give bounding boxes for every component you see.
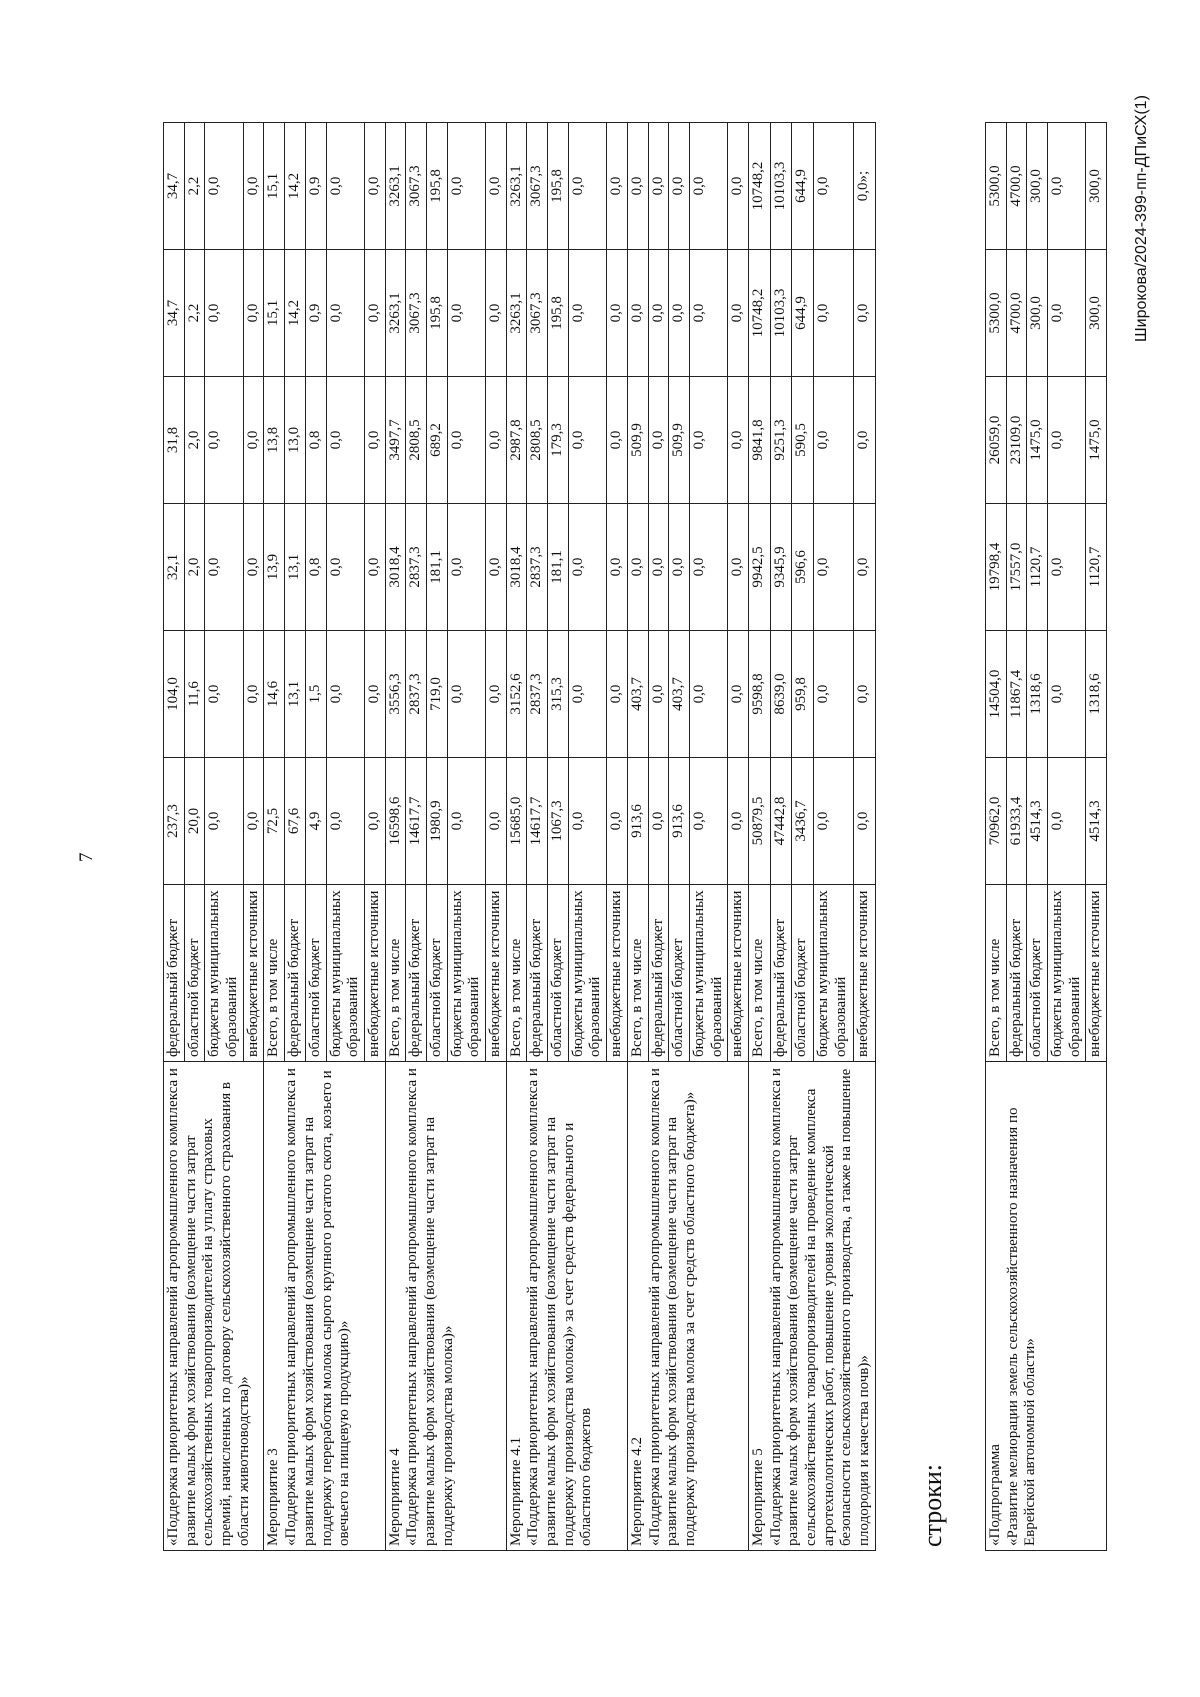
amount-cell: 4,9 xyxy=(305,758,326,885)
table-row xyxy=(748,123,770,1551)
amount-cell: 0,0 xyxy=(205,631,243,758)
description-line: «Поддержка приоритетных направлений агропромышленного комплекса и развитие малых форм хозяйствования (возмещение части затрат на поддержку производства молока за счет средств областного бюджета)» xyxy=(646,1068,698,1546)
amount-cell: 2,0 xyxy=(184,504,205,631)
amount-cell: 14,2 xyxy=(285,250,306,377)
amount-cell: 0,0 xyxy=(689,250,727,377)
amount-cell: 0,0 xyxy=(607,758,628,885)
amount-cell: 0,0 xyxy=(205,123,243,250)
amount-cell: 0,0 xyxy=(607,377,628,504)
amount-cell: 17557,0 xyxy=(1006,504,1027,631)
funding-source: федеральный бюджет xyxy=(1006,885,1027,1062)
amount-cell: 104,0 xyxy=(164,631,185,758)
amount-cell: 300,0 xyxy=(1027,250,1048,377)
amount-cell: 0,0 xyxy=(1048,504,1086,631)
amount-cell: 10748,2 xyxy=(748,123,770,250)
table-row xyxy=(986,123,1007,1551)
amount-cell: 0,0 xyxy=(486,377,507,504)
description-line: Мероприятие 5 xyxy=(749,1448,766,1546)
amount-cell: 959,8 xyxy=(792,631,814,758)
amount-cell: 2808,5 xyxy=(406,377,427,504)
amount-cell: 0,0 xyxy=(728,123,749,250)
amount-cell: 195,8 xyxy=(548,250,569,377)
amount-cell: 0,8 xyxy=(305,377,326,504)
amount-cell: 0,0 xyxy=(486,758,507,885)
amount-cell: 3263,1 xyxy=(506,123,527,250)
amount-cell: 181,1 xyxy=(426,504,447,631)
amount-cell: 0,0 xyxy=(689,631,727,758)
amount-cell: 0,0 xyxy=(854,377,876,504)
table-row xyxy=(264,123,285,1551)
amount-cell: 0,0 xyxy=(364,250,385,377)
amount-cell: 0,0 xyxy=(728,250,749,377)
amount-cell: 3067,3 xyxy=(406,123,427,250)
description-line: «Поддержка приоритетных направлений агропромышленного комплекса и развитие малых форм хозяйствования (возмещение части затрат на поддержку переработки молока сырого крупного рогатого скота, козьего и овечьего на пищевую продукцию)» xyxy=(283,1068,353,1546)
amount-cell: 689,2 xyxy=(426,377,447,504)
funding-source: бюджеты муниципальных образований xyxy=(1048,885,1086,1062)
funding-source: Всего, в том числе xyxy=(627,885,648,1062)
amount-cell: 0,0 xyxy=(205,377,243,504)
funding-source: федеральный бюджет xyxy=(406,885,427,1062)
amount-cell: 1067,3 xyxy=(548,758,569,885)
amount-cell: 70962,0 xyxy=(986,758,1007,885)
funding-source: федеральный бюджет xyxy=(527,885,548,1062)
description-line: «Поддержка приоритетных направлений агропромышленного комплекса и развитие малых форм хозяйствования (возмещение части затрат сельскохозяйственных товаропроизводителей на уплату страховых премий, начисленных по договору сельскохозяйственного страхования в области животноводства)» xyxy=(165,1068,252,1546)
funding-source: внебюджетные источники xyxy=(243,885,264,1062)
amount-cell: 300,0 xyxy=(1027,123,1048,250)
amount-cell: 0,0 xyxy=(486,250,507,377)
amount-cell: 9345,9 xyxy=(770,504,792,631)
amount-cell: 0,0 xyxy=(568,504,606,631)
table-row xyxy=(627,123,648,1551)
amount-cell: 3263,1 xyxy=(385,250,406,377)
amount-cell: 0,0 xyxy=(813,377,853,504)
amount-cell: 179,3 xyxy=(548,377,569,504)
amount-cell: 0,0 xyxy=(728,377,749,504)
amount-cell: 8639,0 xyxy=(770,631,792,758)
amount-cell: 61933,4 xyxy=(1006,758,1027,885)
amount-cell: 0,0 xyxy=(813,758,853,885)
amount-cell: 0,0 xyxy=(854,758,876,885)
amount-cell: 2,2 xyxy=(184,123,205,250)
amount-cell: 0,0 xyxy=(728,504,749,631)
description-line: «Поддержка приоритетных направлений агропромышленного комплекса и развитие малых форм хозяйствования (возмещение части затрат сельскохозяйственных товаропроизводителей на проведение комплекса агротехнологических работ, повышение уровня экологической безопасности сельскохозяйственного производства, а также на повышение плодородия и качества почв)» xyxy=(767,1068,873,1546)
amount-cell: 13,0 xyxy=(285,377,306,504)
page-number: 7 xyxy=(76,852,97,862)
amount-cell: 0,0 xyxy=(486,631,507,758)
table-row xyxy=(385,123,406,1551)
amount-cell: 644,9 xyxy=(792,250,814,377)
amount-cell: 3497,7 xyxy=(385,377,406,504)
amount-cell: 913,6 xyxy=(627,758,648,885)
funding-source: областной бюджет xyxy=(792,885,814,1062)
amount-cell: 2837,3 xyxy=(406,504,427,631)
measure-description xyxy=(164,1062,264,1551)
amount-cell: 300,0 xyxy=(1086,250,1107,377)
amount-cell: 14617,7 xyxy=(406,758,427,885)
amount-cell: 0,0 xyxy=(1048,377,1086,504)
amount-cell: 0,0 xyxy=(326,250,364,377)
amount-cell: 0,0 xyxy=(607,123,628,250)
funding-source: федеральный бюджет xyxy=(648,885,669,1062)
amount-cell: 237,3 xyxy=(164,758,185,885)
table-row xyxy=(506,123,527,1551)
amount-cell: 1980,9 xyxy=(426,758,447,885)
amount-cell: 16598,6 xyxy=(385,758,406,885)
amount-cell: 0,0 xyxy=(1048,631,1086,758)
amount-cell: 0,0 xyxy=(243,758,264,885)
amount-cell: 0,0 xyxy=(854,250,876,377)
amount-cell: 0,0 xyxy=(447,631,485,758)
amount-cell: 0,0 xyxy=(1048,250,1086,377)
amount-cell: 0,0 xyxy=(607,504,628,631)
amount-cell: 1318,6 xyxy=(1086,631,1107,758)
amount-cell: 0,0 xyxy=(326,631,364,758)
amount-cell: 3152,6 xyxy=(506,631,527,758)
amount-cell: 0,0 xyxy=(568,758,606,885)
amount-cell: 1318,6 xyxy=(1027,631,1048,758)
amount-cell: 0,0 xyxy=(568,123,606,250)
amount-cell: 15685,0 xyxy=(506,758,527,885)
amount-cell: 1120,7 xyxy=(1027,504,1048,631)
amount-cell: 403,7 xyxy=(669,631,690,758)
funding-source: внебюджетные источники xyxy=(728,885,749,1062)
amount-cell: 0,0 xyxy=(648,504,669,631)
amount-cell: 0,0»; xyxy=(854,123,876,250)
amount-cell: 0,0 xyxy=(627,250,648,377)
amount-cell: 31,8 xyxy=(164,377,185,504)
measure-description xyxy=(986,1062,1107,1551)
amount-cell: 23109,0 xyxy=(1006,377,1027,504)
amount-cell: 0,0 xyxy=(205,758,243,885)
description-line: «Развитие мелиорации земель сельскохозяйственного назначения по Еврейской автономной области» xyxy=(1004,1107,1039,1546)
amount-cell: 2808,5 xyxy=(527,377,548,504)
amount-cell: 0,0 xyxy=(607,631,628,758)
funding-source: областной бюджет xyxy=(426,885,447,1062)
funding-source: внебюджетные источники xyxy=(486,885,507,1062)
measure-description xyxy=(627,1062,748,1551)
description-line: Мероприятие 4.1 xyxy=(507,1437,524,1546)
amount-cell: 3018,4 xyxy=(385,504,406,631)
funding-source: внебюджетные источники xyxy=(854,885,876,1062)
amount-cell: 0,0 xyxy=(364,377,385,504)
amount-cell: 0,0 xyxy=(669,504,690,631)
amount-cell: 0,0 xyxy=(728,758,749,885)
amount-cell: 509,9 xyxy=(627,377,648,504)
amount-cell: 0,0 xyxy=(364,631,385,758)
funding-source: бюджеты муниципальных образований xyxy=(205,885,243,1062)
amount-cell: 1475,0 xyxy=(1086,377,1107,504)
amount-cell: 34,7 xyxy=(164,123,185,250)
amount-cell: 0,0 xyxy=(813,250,853,377)
amount-cell: 0,0 xyxy=(447,123,485,250)
section-heading: строки: xyxy=(918,1464,947,1547)
amount-cell: 0,0 xyxy=(669,250,690,377)
funding-source: бюджеты муниципальных образований xyxy=(689,885,727,1062)
amount-cell: 3556,3 xyxy=(385,631,406,758)
amount-cell: 3067,3 xyxy=(527,250,548,377)
amount-cell: 13,9 xyxy=(264,504,285,631)
amount-cell: 4700,0 xyxy=(1006,123,1027,250)
amount-cell: 20,0 xyxy=(184,758,205,885)
amount-cell: 0,0 xyxy=(689,123,727,250)
amount-cell: 0,0 xyxy=(627,504,648,631)
amount-cell: 0,0 xyxy=(205,504,243,631)
amount-cell: 0,0 xyxy=(243,377,264,504)
amount-cell: 0,0 xyxy=(1048,123,1086,250)
measure-description xyxy=(506,1062,627,1551)
description-line: «Поддержка приоритетных направлений агропромышленного комплекса и развитие малых форм хозяйствования (возмещение части затрат на поддержку производства молока)» xyxy=(404,1068,456,1546)
amount-cell: 0,0 xyxy=(689,377,727,504)
amount-cell: 0,0 xyxy=(568,377,606,504)
funding-source: внебюджетные источники xyxy=(364,885,385,1062)
table-row xyxy=(164,123,185,1551)
amount-cell: 0,0 xyxy=(627,123,648,250)
amount-cell: 0,0 xyxy=(447,758,485,885)
amount-cell: 0,0 xyxy=(447,250,485,377)
amount-cell: 2987,8 xyxy=(506,377,527,504)
amount-cell: 0,0 xyxy=(243,631,264,758)
amount-cell: 0,0 xyxy=(447,377,485,504)
description-line: Мероприятие 3 xyxy=(265,1448,282,1546)
amount-cell: 0,0 xyxy=(364,123,385,250)
amount-cell: 195,8 xyxy=(548,123,569,250)
amount-cell: 26059,0 xyxy=(986,377,1007,504)
funding-source: бюджеты муниципальных образований xyxy=(326,885,364,1062)
amount-cell: 3263,1 xyxy=(385,123,406,250)
amount-cell: 14617,7 xyxy=(527,758,548,885)
measure-description xyxy=(385,1062,506,1551)
amount-cell: 2837,3 xyxy=(406,631,427,758)
amount-cell: 9841,8 xyxy=(748,377,770,504)
amount-cell: 0,8 xyxy=(305,504,326,631)
funding-source: федеральный бюджет xyxy=(285,885,306,1062)
funding-source: областной бюджет xyxy=(548,885,569,1062)
amount-cell: 13,1 xyxy=(285,504,306,631)
amount-cell: 1,5 xyxy=(305,631,326,758)
amount-cell: 3436,7 xyxy=(792,758,814,885)
funding-source: бюджеты муниципальных образований xyxy=(447,885,485,1062)
amount-cell: 0,0 xyxy=(854,504,876,631)
amount-cell: 0,0 xyxy=(648,377,669,504)
funding-source: Всего, в том числе xyxy=(264,885,285,1062)
amount-cell: 644,9 xyxy=(792,123,814,250)
amount-cell: 0,0 xyxy=(326,123,364,250)
amount-cell: 0,0 xyxy=(648,631,669,758)
amount-cell: 0,0 xyxy=(486,504,507,631)
amount-cell: 596,6 xyxy=(792,504,814,631)
amount-cell: 315,3 xyxy=(548,631,569,758)
funding-source: Всего, в том числе xyxy=(385,885,406,1062)
funding-source: федеральный бюджет xyxy=(164,885,185,1062)
amount-cell: 19798,4 xyxy=(986,504,1007,631)
funding-source: внебюджетные источники xyxy=(1086,885,1107,1062)
amount-cell: 3263,1 xyxy=(506,250,527,377)
amount-cell: 72,5 xyxy=(264,758,285,885)
amount-cell: 3067,3 xyxy=(527,123,548,250)
amount-cell: 0,0 xyxy=(243,250,264,377)
amount-cell: 0,0 xyxy=(243,123,264,250)
amount-cell: 0,0 xyxy=(648,250,669,377)
amount-cell: 590,5 xyxy=(792,377,814,504)
amount-cell: 9942,5 xyxy=(748,504,770,631)
amount-cell: 0,0 xyxy=(813,123,853,250)
amount-cell: 0,0 xyxy=(648,758,669,885)
amount-cell: 4514,3 xyxy=(1086,758,1107,885)
funding-source: областной бюджет xyxy=(669,885,690,1062)
amount-cell: 0,9 xyxy=(305,250,326,377)
amount-cell: 0,0 xyxy=(568,250,606,377)
amount-cell: 2,0 xyxy=(184,377,205,504)
funding-source: областной бюджет xyxy=(1027,885,1048,1062)
amount-cell: 14,2 xyxy=(285,123,306,250)
amount-cell: 0,0 xyxy=(486,123,507,250)
funding-source: областной бюджет xyxy=(305,885,326,1062)
description-line: Мероприятие 4 xyxy=(386,1448,403,1546)
amount-cell: 14504,0 xyxy=(986,631,1007,758)
funding-source: бюджеты муниципальных образований xyxy=(568,885,606,1062)
amount-cell: 2837,3 xyxy=(527,504,548,631)
amount-cell: 0,0 xyxy=(364,758,385,885)
amount-cell: 4514,3 xyxy=(1027,758,1048,885)
description-line: Мероприятие 4.2 xyxy=(628,1437,645,1546)
amount-cell: 4700,0 xyxy=(1006,250,1027,377)
amount-cell: 913,6 xyxy=(669,758,690,885)
amount-cell: 181,1 xyxy=(548,504,569,631)
measure-description xyxy=(264,1062,385,1551)
funding-source: федеральный бюджет xyxy=(770,885,792,1062)
amount-cell: 0,0 xyxy=(243,504,264,631)
description-line: «Подпрограмма xyxy=(987,1444,1003,1546)
amount-cell: 0,0 xyxy=(854,631,876,758)
amount-cell: 2,2 xyxy=(184,250,205,377)
amount-cell: 14,6 xyxy=(264,631,285,758)
amount-cell: 0,0 xyxy=(568,631,606,758)
measure-description xyxy=(748,1062,875,1551)
funding-source: внебюджетные источники xyxy=(607,885,628,1062)
amount-cell: 0,0 xyxy=(813,504,853,631)
amount-cell: 0,0 xyxy=(205,250,243,377)
amount-cell: 50879,5 xyxy=(748,758,770,885)
amount-cell: 0,0 xyxy=(364,504,385,631)
amount-cell: 0,0 xyxy=(1048,758,1086,885)
amount-cell: 10103,3 xyxy=(770,123,792,250)
amount-cell: 1120,7 xyxy=(1086,504,1107,631)
amount-cell: 13,8 xyxy=(264,377,285,504)
amount-cell: 67,6 xyxy=(285,758,306,885)
amount-cell: 3018,4 xyxy=(506,504,527,631)
amount-cell: 195,8 xyxy=(426,250,447,377)
amount-cell: 0,0 xyxy=(813,631,853,758)
amount-cell: 509,9 xyxy=(669,377,690,504)
amount-cell: 719,0 xyxy=(426,631,447,758)
amount-cell: 0,0 xyxy=(326,504,364,631)
amount-cell: 300,0 xyxy=(1086,123,1107,250)
amount-cell: 0,9 xyxy=(305,123,326,250)
amount-cell: 0,0 xyxy=(326,758,364,885)
amount-cell: 0,0 xyxy=(607,250,628,377)
funding-source: бюджеты муниципальных образований xyxy=(813,885,853,1062)
funding-source: Всего, в том числе xyxy=(748,885,770,1062)
amount-cell: 11,6 xyxy=(184,631,205,758)
amount-cell: 11867,4 xyxy=(1006,631,1027,758)
description-line: «Поддержка приоритетных направлений агропромышленного комплекса и развитие малых форм хозяйствования (возмещение части затрат на поддержку производства молока)» за счет средств федерального и областного бюджетов xyxy=(525,1068,595,1546)
amount-cell: 5300,0 xyxy=(986,123,1007,250)
amount-cell: 0,0 xyxy=(648,123,669,250)
amount-cell: 3067,3 xyxy=(406,250,427,377)
amount-cell: 0,0 xyxy=(689,504,727,631)
amount-cell: 403,7 xyxy=(627,631,648,758)
funding-source: Всего, в том числе xyxy=(986,885,1007,1062)
budget-table-subprogram xyxy=(985,122,1107,1551)
amount-cell: 47442,8 xyxy=(770,758,792,885)
budget-table-main xyxy=(163,122,876,1551)
document-code: Широкова/2024-399-пп-ДПиСХ(1) xyxy=(1133,95,1150,342)
amount-cell: 5300,0 xyxy=(986,250,1007,377)
amount-cell: 15,1 xyxy=(264,123,285,250)
funding-source: Всего, в том числе xyxy=(506,885,527,1062)
amount-cell: 0,0 xyxy=(669,123,690,250)
amount-cell: 32,1 xyxy=(164,504,185,631)
amount-cell: 195,8 xyxy=(426,123,447,250)
amount-cell: 0,0 xyxy=(326,377,364,504)
amount-cell: 15,1 xyxy=(264,250,285,377)
amount-cell: 10103,3 xyxy=(770,250,792,377)
amount-cell: 0,0 xyxy=(728,631,749,758)
amount-cell: 9251,3 xyxy=(770,377,792,504)
amount-cell: 1475,0 xyxy=(1027,377,1048,504)
amount-cell: 0,0 xyxy=(447,504,485,631)
amount-cell: 0,0 xyxy=(689,758,727,885)
amount-cell: 10748,2 xyxy=(748,250,770,377)
amount-cell: 34,7 xyxy=(164,250,185,377)
amount-cell: 2837,3 xyxy=(527,631,548,758)
funding-source: областной бюджет xyxy=(184,885,205,1062)
amount-cell: 9598,8 xyxy=(748,631,770,758)
amount-cell: 13,1 xyxy=(285,631,306,758)
